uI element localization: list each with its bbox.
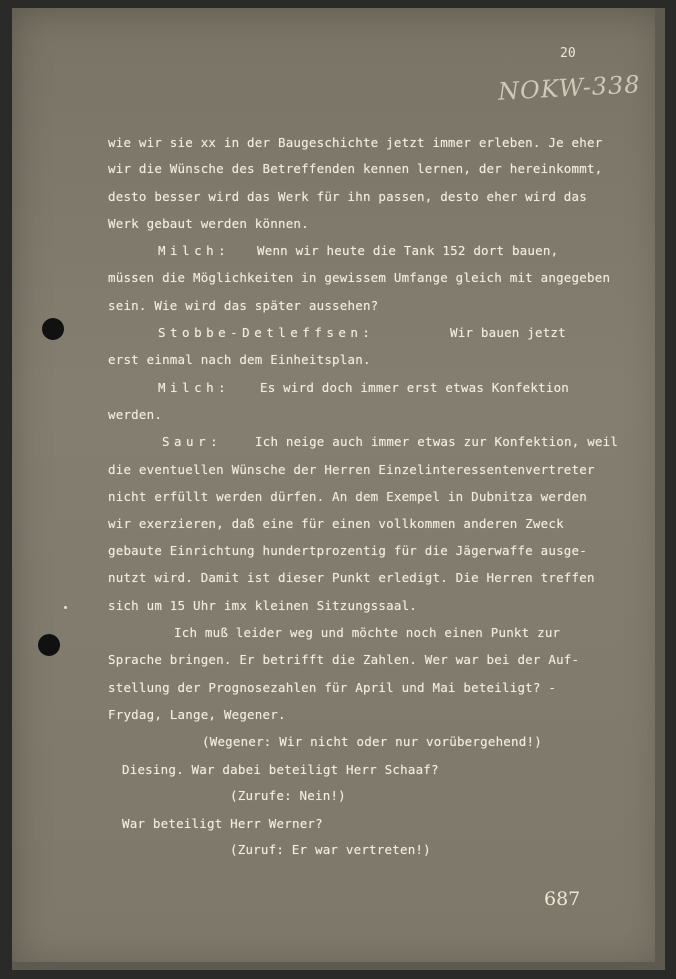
text-line: War beteiligt Herr Werner? <box>122 816 323 831</box>
text-line: desto besser wird das Werk für ihn passen, desto eher wird das <box>108 189 587 204</box>
page-edge <box>12 962 665 970</box>
text-line: Wenn wir heute die Tank 152 dort bauen, <box>257 243 559 258</box>
text-line: erst einmal nach dem Einheitsplan. <box>108 352 371 367</box>
text-line: Wir bauen jetzt <box>450 325 566 340</box>
speck <box>64 606 67 609</box>
text-line: wir exerzieren, daß eine für einen vollkommen anderen Zweck <box>108 516 564 531</box>
text-line: Ich neige auch immer etwas zur Konfektion, weil <box>255 434 619 449</box>
text-line: wir die Wünsche des Betreffenden kennen lernen, der hereinkommt, <box>108 161 603 176</box>
text-line: sich um 15 Uhr imx kleinen Sitzungssaal. <box>108 598 418 613</box>
text-line: wie wir sie xx in der Baugeschichte jetzt immer erleben. Je eher <box>108 135 603 150</box>
text-line: nutzt wird. Damit ist dieser Punkt erledigt. Die Herren treffen <box>108 570 595 585</box>
page-edge <box>655 8 665 970</box>
interjection-line: (Zurufe: Nein!) <box>230 788 346 803</box>
page-number: 20 <box>560 46 576 61</box>
punch-hole <box>38 634 60 656</box>
text-line: stellung der Prognosezahlen für April und Mai beteiligt? - <box>108 680 557 695</box>
text-line: werden. <box>108 407 163 422</box>
speaker-name: Milch: <box>158 380 231 395</box>
text-line: Werk gebaut werden können. <box>108 216 309 231</box>
stamp-number: 687 <box>544 888 581 910</box>
text-line: Es wird doch immer erst etwas Konfektion <box>260 380 570 395</box>
text-line: müssen die Möglichkeiten in gewissem Umfange gleich mit angegeben <box>108 270 611 285</box>
text-line: nicht erfüllt werden dürfen. An dem Exempel in Dubnitza werden <box>108 489 587 504</box>
text-line: die eventuellen Wünsche der Herren Einzelinteressentenvertreter <box>108 462 595 477</box>
speaker-name: Milch: <box>158 243 231 258</box>
punch-hole <box>42 318 64 340</box>
text-line: Sprache bringen. Er betrifft die Zahlen. Wer war bei der Auf- <box>108 652 580 667</box>
document-page <box>12 8 665 970</box>
interjection-line: (Zuruf: Er war vertreten!) <box>230 842 431 857</box>
text-line: Ich muß leider weg und möchte noch einen Punkt zur <box>174 625 561 640</box>
interjection-line: (Wegener: Wir nicht oder nur vorübergehend!) <box>202 734 542 749</box>
speaker-name: Saur: <box>162 434 223 449</box>
speaker-name: Stobbe-Detleffsen: <box>158 325 375 340</box>
text-line: Diesing. War dabei beteiligt Herr Schaaf? <box>122 762 439 777</box>
text-line: sein. Wie wird das später aussehen? <box>108 298 379 313</box>
document-id-handwritten: NOKW-338 <box>497 70 642 106</box>
text-line: Frydag, Lange, Wegener. <box>108 707 286 722</box>
text-line: gebaute Einrichtung hundertprozentig für die Jägerwaffe ausge- <box>108 543 587 558</box>
